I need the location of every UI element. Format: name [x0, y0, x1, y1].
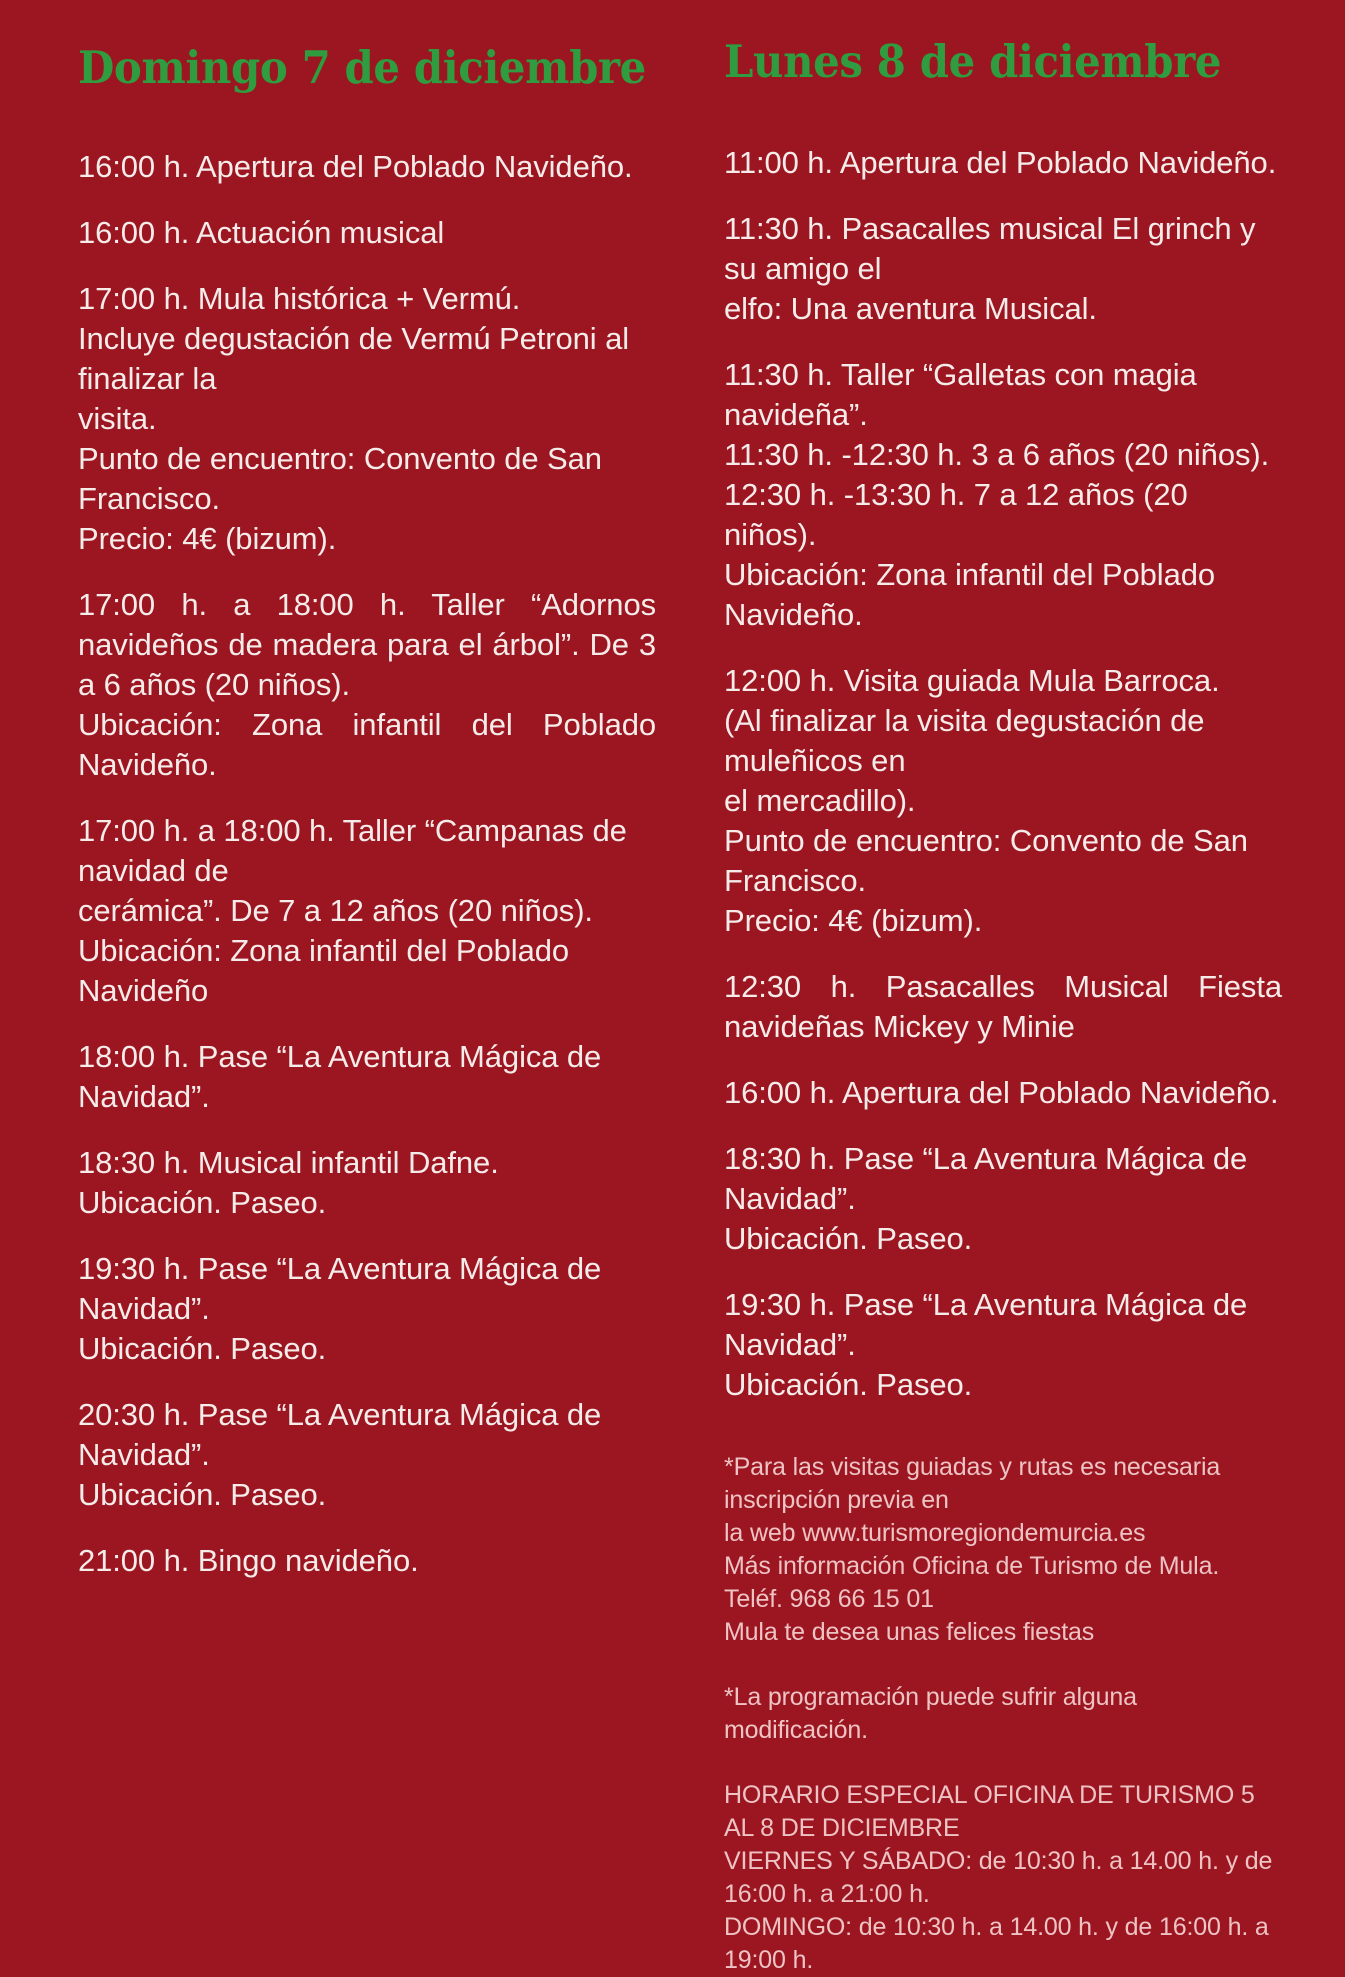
- schedule-entry-line: 18:30 h. Musical infantil Dafne.: [78, 1145, 499, 1181]
- schedule-entry: [78, 147, 656, 187]
- schedule-entry: [78, 1249, 656, 1369]
- schedule-entry-line: 18:30 h. Pase “La Aventura Mágica de Navidad”.: [724, 1141, 1248, 1217]
- schedule-entry-line: (Al finalizar la visita degustación de muleñicos en: [724, 703, 1205, 779]
- schedule-entry: [78, 1037, 656, 1117]
- footnote-line: *Para las visitas guiadas y rutas es necesaria inscripción previa en: [724, 1453, 1221, 1515]
- schedule-entry-line: Precio: 4€ (bizum).: [78, 521, 337, 557]
- schedule-entry-line: Ubicación. Paseo.: [724, 1221, 973, 1257]
- program-column-sunday: [0, 0, 724, 1581]
- footnote-line: DOMINGO: de 10:30 h. a 14.00 h. y de 16:00 h. a 19:00 h.: [724, 1913, 1269, 1975]
- footnote-line: Más información Oficina de Turismo de Mula. Teléf. 968 66 15 01: [724, 1552, 1220, 1614]
- schedule-entry: [724, 1285, 1282, 1405]
- schedule-entry: [78, 1143, 656, 1223]
- footnote-line: VIERNES Y SÁBADO: de 10:30 h. a 14.00 h. y de 16:00 h. a 21:00 h.: [724, 1847, 1273, 1909]
- schedule-entry-line: 17:00 h. a 18:00 h. Taller “Campanas de navidad de: [78, 813, 627, 889]
- schedule-list-sunday: [78, 147, 656, 1581]
- schedule-entry-line: Incluye degustación de Vermú Petroni al finalizar la: [78, 321, 629, 397]
- footnote-line: HORARIO ESPECIAL OFICINA DE TURISMO 5 AL 8 DE DICIEMBRE: [724, 1781, 1255, 1843]
- schedule-entry-line: 18:00 h. Pase “La Aventura Mágica de Navidad”.: [78, 1039, 602, 1115]
- schedule-entry-line: 11:30 h. Pasacalles musical El grinch y su amigo el: [724, 211, 1256, 287]
- schedule-entry-line: 11:30 h. Taller “Galletas con magia navideña”.: [724, 357, 1197, 433]
- schedule-entry: [724, 209, 1282, 329]
- schedule-entry-line: Ubicación: Zona infantil del Poblado Navideño.: [78, 707, 656, 783]
- footnote-line: *La programación puede sufrir alguna modificación.: [724, 1683, 1137, 1745]
- schedule-entry: [78, 811, 656, 1011]
- schedule-entry: [724, 355, 1282, 635]
- schedule-entry-line: 11:30 h. -12:30 h. 3 a 6 años (20 niños).: [724, 437, 1270, 473]
- schedule-entry-line: Ubicación. Paseo.: [78, 1477, 327, 1513]
- schedule-entry-line: Precio: 4€ (bizum).: [724, 903, 983, 939]
- schedule-entry: [724, 661, 1282, 941]
- footnote: [724, 1779, 1282, 1977]
- schedule-list-monday: [724, 143, 1282, 1405]
- schedule-entry-line: 12:00 h. Visita guiada Mula Barroca.: [724, 663, 1220, 699]
- schedule-entry: [724, 1139, 1282, 1259]
- schedule-entry-line: 11:00 h. Apertura del Poblado Navideño.: [724, 145, 1277, 181]
- schedule-entry-line: 16:00 h. Actuación musical: [78, 215, 445, 251]
- footnotes-section: [724, 1451, 1282, 1977]
- footnote-line: Mula te desea unas felices fiestas: [724, 1618, 1095, 1647]
- schedule-entry-line: Ubicación: Zona infantil del Poblado Navideño: [78, 933, 569, 1009]
- schedule-entry-line: Ubicación. Paseo.: [78, 1185, 327, 1221]
- schedule-entry-line: Punto de encuentro: Convento de San Francisco.: [724, 823, 1248, 899]
- schedule-entry-line: 17:00 h. Mula histórica + Vermú.: [78, 281, 521, 317]
- schedule-entry-line: Ubicación. Paseo.: [724, 1367, 973, 1403]
- schedule-entry: [78, 213, 656, 253]
- schedule-entry: [724, 143, 1282, 183]
- footnote-line: la web www.turismoregiondemurcia.es: [724, 1519, 1146, 1548]
- day-heading-monday: Lunes 8 de diciembre: [724, 35, 1222, 88]
- schedule-entry: [78, 585, 656, 785]
- schedule-entry: [78, 1395, 656, 1515]
- schedule-entry-line: 12:30 h. -13:30 h. 7 a 12 años (20 niños).: [724, 477, 1188, 553]
- schedule-entry-line: 19:30 h. Pase “La Aventura Mágica de Navidad”.: [78, 1251, 602, 1327]
- schedule-entry: [78, 1541, 656, 1581]
- footnote: [724, 1681, 1282, 1747]
- schedule-entry-line: Ubicación: Zona infantil del Poblado Navideño.: [724, 557, 1215, 633]
- schedule-entry-line: 16:00 h. Apertura del Poblado Navideño.: [78, 149, 633, 185]
- schedule-entry-line: 21:00 h. Bingo navideño.: [78, 1543, 419, 1579]
- day-heading-sunday: Domingo 7 de diciembre: [78, 41, 646, 94]
- schedule-entry-line: 20:30 h. Pase “La Aventura Mágica de Navidad”.: [78, 1397, 602, 1473]
- schedule-entry-line: cerámica”. De 7 a 12 años (20 niños).: [78, 893, 593, 929]
- schedule-entry-line: elfo: Una aventura Musical.: [724, 291, 1097, 327]
- schedule-entry-line: el mercadillo).: [724, 783, 916, 819]
- schedule-entry: [724, 1073, 1282, 1113]
- schedule-entry: [78, 279, 656, 559]
- schedule-entry: 12:30 h. Pasacalles Musical Fiesta navideñas Mickey y Minie: [724, 969, 1282, 1045]
- schedule-entry-line: Ubicación. Paseo.: [78, 1331, 327, 1367]
- schedule-entry-line: 19:30 h. Pase “La Aventura Mágica de Navidad”.: [724, 1287, 1248, 1363]
- schedule-entry-line: 17:00 h. a 18:00 h. Taller “Adornos navideños de madera para el árbol”. De 3 a 6 años (20 niños).: [78, 587, 656, 703]
- program-column-monday: [724, 0, 1345, 1977]
- schedule-entry-line: 16:00 h. Apertura del Poblado Navideño.: [724, 1075, 1279, 1111]
- schedule-entry-line: visita.: [78, 401, 157, 437]
- schedule-entry-line: Punto de encuentro: Convento de San Francisco.: [78, 441, 602, 517]
- footnote: [724, 1451, 1282, 1649]
